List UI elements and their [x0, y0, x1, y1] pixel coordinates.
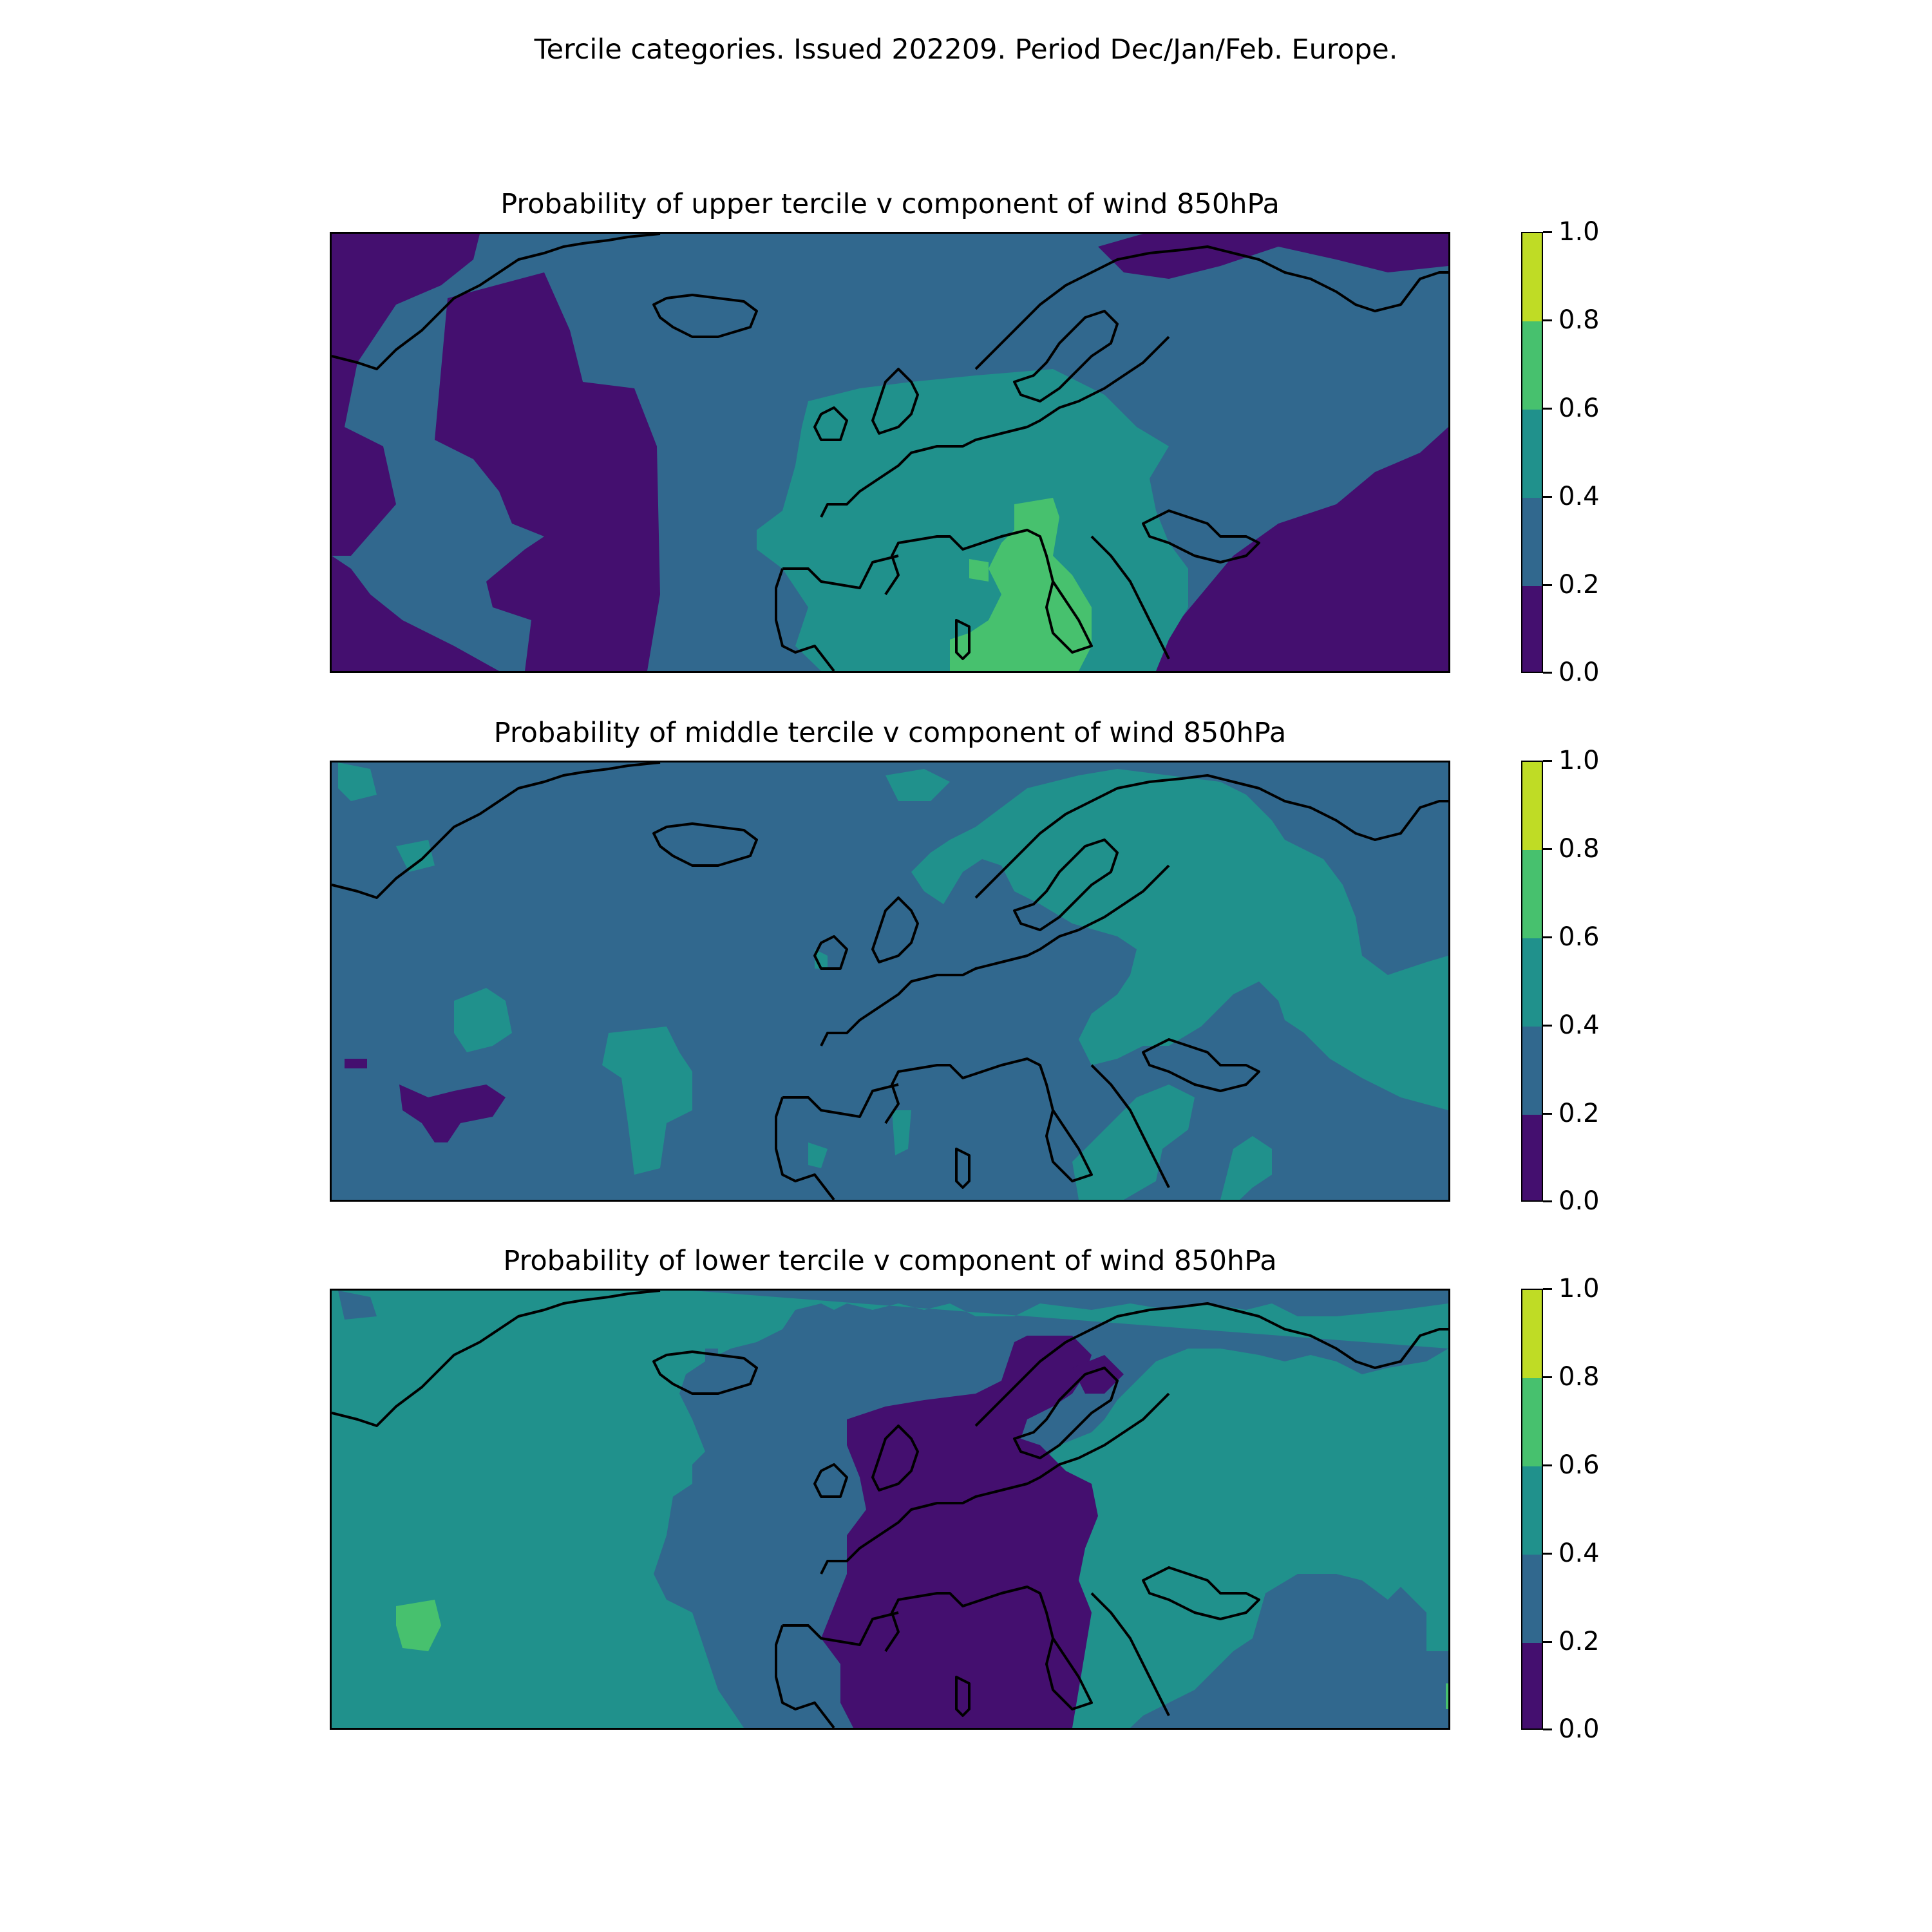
map-upper-tercile [330, 232, 1450, 673]
colorbar-upper-bin-0.8-1.0 [1522, 233, 1542, 321]
colorbar-lower-tick: 0.6 [1558, 1450, 1600, 1480]
colorbar-lower-bin-0.0-0.2 [1522, 1643, 1542, 1730]
colorbar-lower-tick: 1.0 [1558, 1274, 1600, 1303]
colorbar-lower-bin-0.8-1.0 [1522, 1290, 1542, 1378]
figure-suptitle: Tercile categories. Issued 202209. Period Dec/Jan/Feb. Europe. [534, 33, 1398, 66]
panel-lower-title: Probability of lower tercile v component of wind 850hPa [503, 1245, 1277, 1277]
panel-middle-title: Probability of middle tercile v component of wind 850hPa [493, 717, 1287, 749]
colorbar-upper-tick: 0.8 [1558, 305, 1600, 335]
colorbar-upper-tick: 0.0 [1558, 658, 1600, 687]
colorbar-upper-tick: 1.0 [1558, 217, 1600, 247]
colorbar-upper-bin-0.0-0.2 [1522, 586, 1542, 673]
colorbar-upper-bin-0.6-0.8 [1522, 321, 1542, 410]
colorbar-lower-tick: 0.0 [1558, 1714, 1600, 1744]
colorbar-lower [1521, 1289, 1543, 1730]
colorbar-lower-bin-0.2-0.4 [1522, 1555, 1542, 1643]
colorbar-middle-bin-0.8-1.0 [1522, 762, 1542, 850]
colorbar-lower-bin-0.6-0.8 [1522, 1378, 1542, 1466]
colorbar-middle-bin-0.2-0.4 [1522, 1027, 1542, 1115]
colorbar-middle-bin-0.0-0.2 [1522, 1115, 1542, 1202]
map-upper-contours [332, 234, 1448, 671]
colorbar-middle-tick: 0.8 [1558, 834, 1600, 864]
colorbar-middle [1521, 761, 1543, 1202]
colorbar-lower-tick: 0.4 [1558, 1539, 1600, 1568]
colorbar-middle-bin-0.6-0.8 [1522, 850, 1542, 938]
colorbar-lower-tick: 0.8 [1558, 1362, 1600, 1392]
colorbar-middle-tick: 1.0 [1558, 746, 1600, 775]
colorbar-middle-tick: 0.0 [1558, 1186, 1600, 1216]
map-lower-contours [332, 1291, 1448, 1728]
colorbar-upper-tick: 0.2 [1558, 570, 1600, 600]
colorbar-middle-tick: 0.6 [1558, 922, 1600, 952]
colorbar-middle-tick: 0.2 [1558, 1099, 1600, 1128]
colorbar-middle-bin-0.4-0.6 [1522, 938, 1542, 1027]
panel-upper-title: Probability of upper tercile v component of wind 850hPa [500, 188, 1280, 220]
colorbar-upper [1521, 232, 1543, 673]
map-middle-contours [332, 762, 1448, 1200]
map-middle-tercile [330, 761, 1450, 1202]
colorbar-lower-tick: 0.2 [1558, 1627, 1600, 1656]
colorbar-middle-tick: 0.4 [1558, 1010, 1600, 1040]
colorbar-upper-tick: 0.4 [1558, 482, 1600, 511]
colorbar-upper-bin-0.4-0.6 [1522, 410, 1542, 498]
colorbar-upper-bin-0.2-0.4 [1522, 498, 1542, 586]
map-lower-tercile [330, 1289, 1450, 1730]
colorbar-lower-bin-0.4-0.6 [1522, 1466, 1542, 1555]
colorbar-upper-tick: 0.6 [1558, 393, 1600, 423]
